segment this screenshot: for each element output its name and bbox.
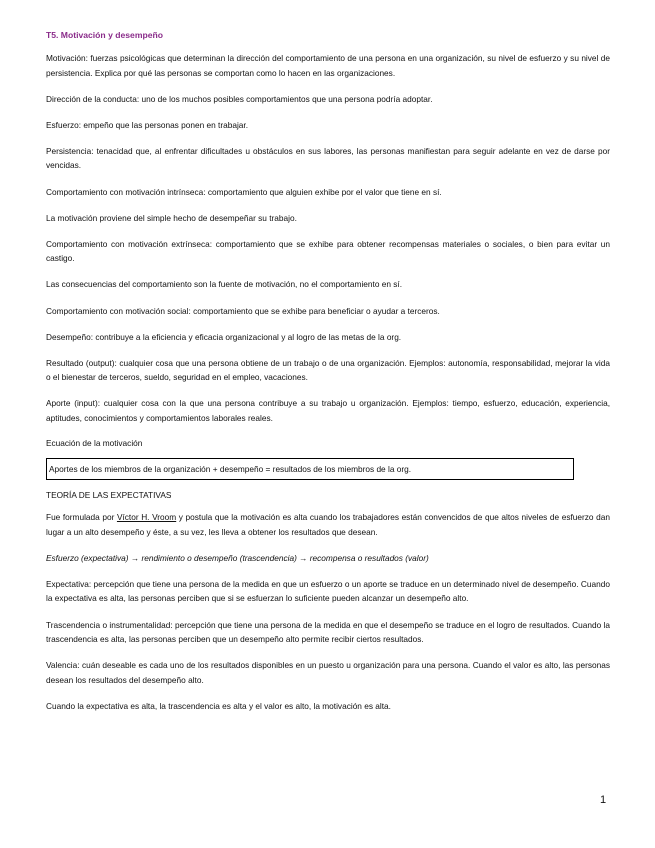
paragraph-vroom <box>46 510 610 539</box>
paragraph-esfuerzo: Esfuerzo: empeño que las personas ponen en trabajar. <box>46 119 249 130</box>
paragraph-aporte: Aporte (input): cualquier cosa con la que una persona contribuye a su trabajo u organización. Ejemplos: tiempo, esfuerzo, educación, experiencia, aptitudes, conocimientos y comportamientos laborales reales. <box>46 398 610 423</box>
page-number: 1 <box>600 794 607 806</box>
paragraph-motivacion-extrinseca: Comportamiento con motivación extrínseca: comportamiento que se exhibe para obtener recompensas materiales o sociales, o bien para evitar un castigo. <box>46 238 610 264</box>
paragraph-desempeno: Desempeño: contribuye a la eficiencia y eficacia organizacional y al logro de las metas de la org. <box>46 331 402 342</box>
vroom-after: y postula que la motivación es alta cuando los trabajadores están convencidos de que altos niveles de esfuerzo dan lugar a un alto desempeño y éste, a su vez, les lleva a obtener los resultados que desean. <box>46 512 610 537</box>
paragraph-intrinseca-fuente: La motivación proviene del simple hecho de desempeñar su trabajo. <box>46 212 297 223</box>
ecuacion-heading: Ecuación de la motivación <box>46 438 143 449</box>
paragraph-motivacion: Motivación: fuerzas psicológicas que determinan la dirección del comportamiento de una persona en una organización, su nivel de esfuerzo y su nivel de persistencia. Explica por qué las personas se comportan como lo hacen en las organizaciones. <box>46 53 610 78</box>
paragraph-expectativa: Expectativa: percepción que tiene una persona de la medida en que un esfuerzo o un aporte se traduce en un determinado nivel de desempeño. Cuando la expectativa es alta, las personas perciben que si se esfuerzan lo suficiente pueden alcanzar un desempeño alto. <box>46 578 610 604</box>
paragraph-motivacion-intrinseca: Comportamiento con motivación intrínseca: comportamiento que alguien exhibe por el valor que tiene en sí. <box>46 186 442 197</box>
paragraph-conclusion: Cuando la expectativa es alta, la trascendencia es alta y el valor es alto, la motivación es alta. <box>46 700 391 711</box>
paragraph-extrinseca-fuente: Las consecuencias del comportamiento son la fuente de motivación, no el comportamiento en sí. <box>46 279 403 290</box>
ecuacion-box: Aportes de los miembros de la organización + desempeño = resultados de los miembros de la org. <box>46 458 574 480</box>
paragraph-resultado: Resultado (output): cualquier cosa que una persona obtiene de un trabajo o de una organización. Ejemplos: autonomía, responsabilidad, mejorar la vida o el bienestar de terceros, sueldo, seguridad en el empleo, vacaciones. <box>46 357 610 383</box>
vroom-before: Fue formulada por <box>46 512 117 523</box>
paragraph-valencia: Valencia: cuán deseable es cada uno de los resultados disponibles en un puesto u organización para una persona. Cuando el valor es alto, las personas desean los resultados del desempeño alto. <box>46 660 610 685</box>
paragraph-persistencia: Persistencia: tenacidad que, al enfrentar dificultades u obstáculos en sus labores, las personas manifiestan para seguir adelante en vez de darse por vencidas. <box>46 145 610 171</box>
document-title: T5. Motivación y desempeño <box>46 30 163 40</box>
document-page <box>46 30 610 725</box>
vroom-name: Víctor H. Vroom <box>116 512 177 523</box>
paragraph-motivacion-social: Comportamiento con motivación social: comportamiento que se exhibe para beneficiar o ayudar a terceros. <box>46 305 440 316</box>
paragraph-direccion: Dirección de la conducta: uno de los muchos posibles comportamientos que una persona podría adoptar. <box>46 93 433 104</box>
teoria-heading: TEORÍA DE LAS EXPECTATIVAS <box>46 490 172 501</box>
paragraph-trascendencia: Trascendencia o instrumentalidad: percepción que tiene una persona de la medida en que el desempeño se traduce en el logro de resultados. Cuando la trascendencia es alta, las personas perciben que un desempeño alto permite recibir ciertos resultados. <box>46 619 610 645</box>
paragraph-chain: Esfuerzo (expectativa) → rendimiento o desempeño (trascendencia) → recompensa o resultados (valor) <box>46 552 429 563</box>
